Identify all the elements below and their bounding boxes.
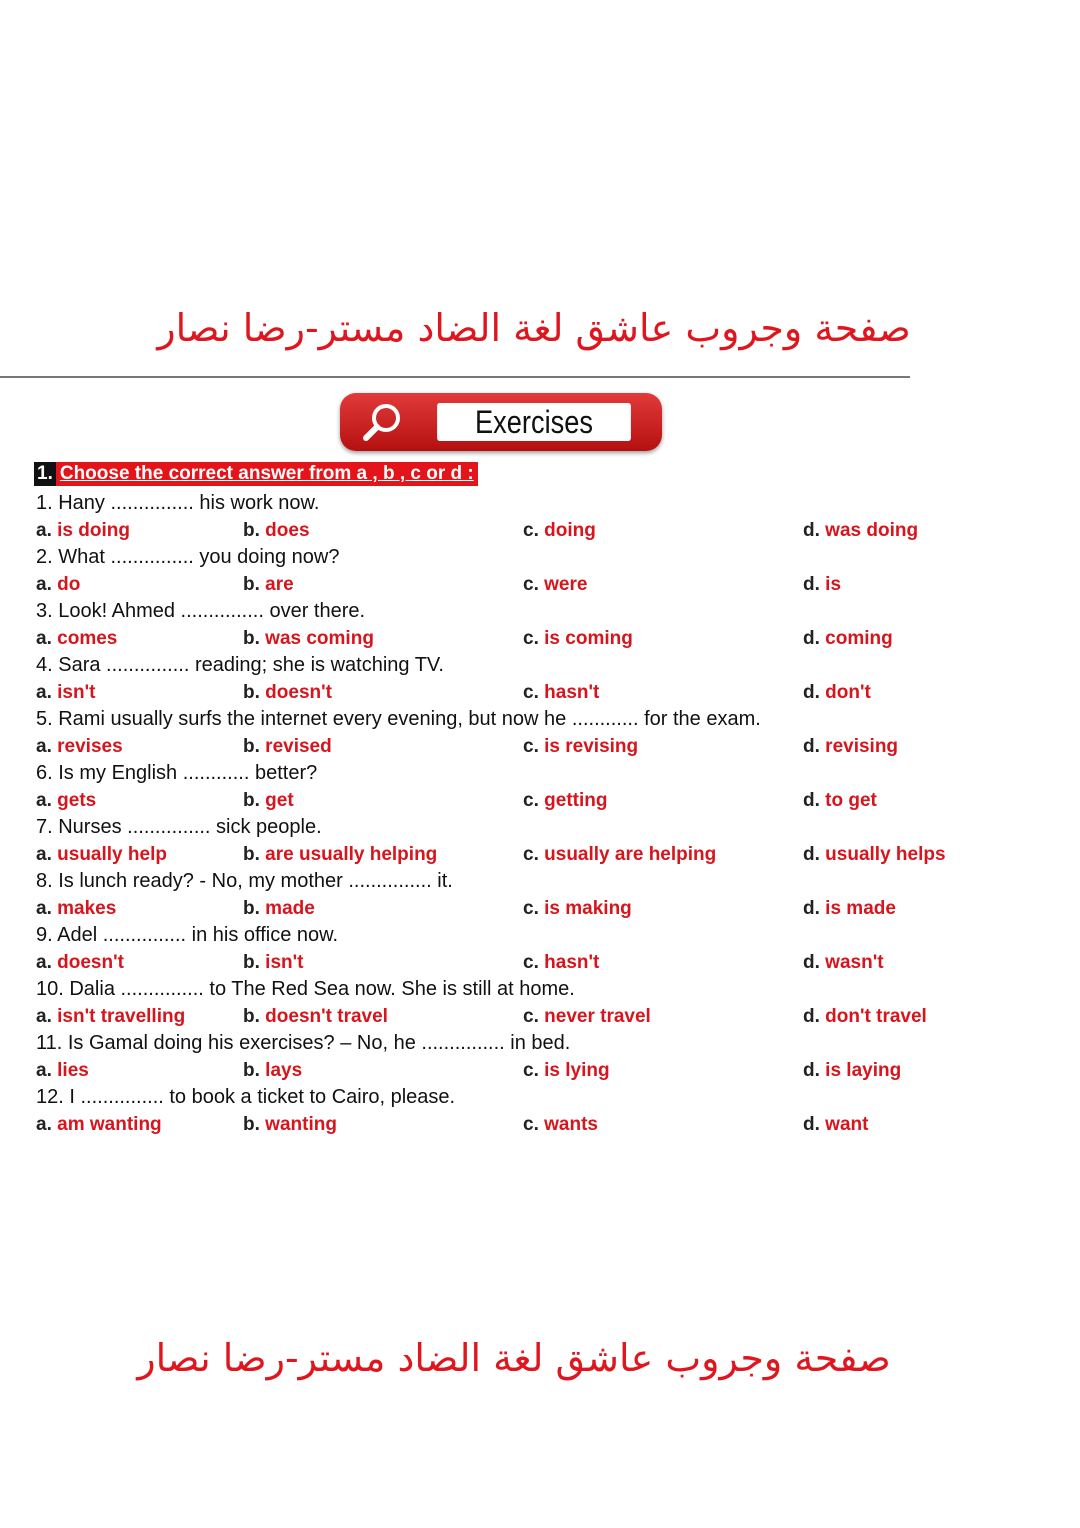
option-letter: c. [523,898,539,919]
answer-option[interactable] [803,787,877,814]
option-text: lies [57,1060,89,1081]
option-text: is making [544,898,632,919]
option-text: doing [544,520,596,541]
question-text: 8. Is lunch ready? - No, my mother ............... it. [36,870,453,892]
option-text: isn't travelling [57,1006,186,1027]
option-letter: b. [243,520,260,541]
answer-option[interactable] [803,1111,868,1138]
option-text: is made [825,898,896,919]
option-letter: c. [523,682,539,703]
option-letter: a. [36,628,52,649]
answer-option[interactable] [243,571,294,598]
answer-option[interactable] [803,1057,901,1084]
option-letter: d. [803,1006,820,1027]
option-text: don't travel [825,1006,927,1027]
options-row [36,679,1076,706]
options-row [36,1111,1076,1138]
answer-option[interactable] [36,625,117,652]
question-text: 2. What ............... you doing now? [36,546,340,568]
footer-arabic-caption: صفحة وجروب عاشق لغة الضاد مستر-رضا نصار [137,1336,891,1380]
option-text: usually are helping [544,844,717,865]
options-row [36,787,1076,814]
answer-option[interactable] [243,517,310,544]
option-letter: a. [36,790,52,811]
options-row [36,571,1076,598]
options-row [36,895,1076,922]
option-text: doesn't [57,952,124,973]
option-text: usually helps [825,844,946,865]
answer-option[interactable] [36,949,124,976]
question-text: 5. Rami usually surfs the internet every evening, but now he ............ for the exam. [36,708,761,730]
option-text: hasn't [544,952,600,973]
answer-option[interactable] [36,733,123,760]
answer-option[interactable] [523,841,716,868]
option-text: is doing [57,520,130,541]
answer-option[interactable] [243,1003,388,1030]
answer-option[interactable] [523,895,632,922]
option-text: is coming [544,628,633,649]
answer-option[interactable] [523,1003,651,1030]
exercises-title: Exercises [437,403,631,441]
option-text: is laying [825,1060,902,1081]
answer-option[interactable] [36,787,96,814]
option-text: does [265,520,310,541]
instruction-text: Choose the correct answer from a , b , c or d : [56,462,478,486]
option-text: comes [57,628,118,649]
question-text: 4. Sara ............... reading; she is watching TV. [36,654,444,676]
question-text: 9. Adel ............... in his office now. [36,924,339,946]
option-text: made [265,898,315,919]
option-text: never travel [544,1006,651,1027]
question-text: 10. Dalia ............... to The Red Sea now. She is still at home. [36,978,575,1000]
option-letter: a. [36,1114,52,1135]
option-letter: a. [36,844,52,865]
option-letter: a. [36,898,52,919]
option-text: was doing [825,520,919,541]
option-letter: c. [523,844,539,865]
option-text: do [57,574,81,595]
option-letter: d. [803,736,820,757]
options-row [36,949,1076,976]
option-letter: a. [36,1060,52,1081]
option-letter: d. [803,520,820,541]
option-text: wanting [265,1114,337,1135]
exercises-banner [340,393,662,451]
option-letter: a. [36,736,52,757]
option-letter: d. [803,952,820,973]
options-row [36,841,1076,868]
options-row [36,1057,1076,1084]
options-row [36,625,1076,652]
option-letter: b. [243,844,260,865]
option-letter: b. [243,1060,260,1081]
option-text: is [825,574,842,595]
option-letter: c. [523,790,539,811]
option-text: want [825,1114,869,1135]
option-text: hasn't [544,682,600,703]
answer-option[interactable] [803,1003,927,1030]
answer-option[interactable] [803,841,946,868]
option-letter: b. [243,1006,260,1027]
question-text: 3. Look! Ahmed ............... over there. [36,600,366,622]
option-text: gets [57,790,97,811]
question-text: 11. Is Gamal doing his exercises? – No, he ............... in bed. [36,1032,571,1054]
answer-option[interactable] [523,733,638,760]
option-letter: a. [36,520,52,541]
option-letter: c. [523,736,539,757]
option-text: are usually helping [265,844,438,865]
option-letter: a. [36,682,52,703]
option-text: was coming [265,628,374,649]
answer-option[interactable] [243,733,332,760]
option-text: revising [825,736,899,757]
option-text: were [544,574,588,595]
option-text: usually help [57,844,167,865]
option-letter: d. [803,1060,820,1081]
option-text: wants [544,1114,598,1135]
option-text: lays [265,1060,303,1081]
answer-option[interactable] [803,733,898,760]
option-text: am wanting [57,1114,162,1135]
option-letter: b. [243,736,260,757]
option-text: coming [825,628,893,649]
option-text: doesn't travel [265,1006,388,1027]
option-letter: a. [36,952,52,973]
answer-option[interactable] [36,1111,162,1138]
instruction-number: 1. [34,462,56,486]
option-text: getting [544,790,608,811]
options-row [36,733,1076,760]
option-text: revises [57,736,123,757]
option-letter: d. [803,574,820,595]
answer-option[interactable] [523,517,596,544]
option-letter: d. [803,1114,820,1135]
answer-option[interactable] [523,949,599,976]
option-letter: b. [243,574,260,595]
option-letter: d. [803,898,820,919]
answer-option[interactable] [803,517,918,544]
option-text: wasn't [825,952,884,973]
options-row [36,517,1076,544]
answer-option[interactable] [523,679,599,706]
magnifier-icon [358,401,408,443]
answer-option[interactable] [523,787,607,814]
option-letter: b. [243,628,260,649]
answer-option[interactable] [243,787,294,814]
answer-option[interactable] [523,1057,610,1084]
answer-option[interactable] [803,625,893,652]
option-letter: c. [523,1060,539,1081]
options-row [36,1003,1076,1030]
answer-option[interactable] [36,841,167,868]
answer-option[interactable] [36,895,116,922]
option-letter: d. [803,844,820,865]
option-text: get [265,790,294,811]
question-text: 6. Is my English ............ better? [36,762,318,784]
option-text: doesn't [265,682,332,703]
answer-option[interactable] [36,1057,89,1084]
answer-option[interactable] [36,517,130,544]
answer-option[interactable] [523,625,633,652]
option-letter: c. [523,628,539,649]
option-letter: d. [803,790,820,811]
option-letter: a. [36,1006,52,1027]
option-letter: d. [803,628,820,649]
answer-option[interactable] [243,1057,302,1084]
option-text: are [265,574,294,595]
option-text: isn't [265,952,304,973]
answer-option[interactable] [36,679,95,706]
option-text: revised [265,736,332,757]
answer-option[interactable] [243,625,374,652]
option-letter: a. [36,574,52,595]
question-text: 7. Nurses ............... sick people. [36,816,322,838]
option-letter: c. [523,574,539,595]
answer-option[interactable] [803,895,896,922]
option-text: is lying [544,1060,610,1081]
answer-option[interactable] [243,949,303,976]
instruction-heading [34,462,478,486]
option-letter: b. [243,682,260,703]
answer-option[interactable] [523,571,587,598]
answer-option[interactable] [523,1111,598,1138]
option-letter: b. [243,790,260,811]
header-arabic-caption: صفحة وجروب عاشق لغة الضاد مستر-رضا نصار [157,306,911,350]
question-text: 12. I ............... to book a ticket to Cairo, please. [36,1086,456,1108]
answer-option[interactable] [803,571,841,598]
answer-option[interactable] [36,571,80,598]
answer-option[interactable] [243,1111,337,1138]
option-letter: c. [523,952,539,973]
option-letter: c. [523,1006,539,1027]
option-letter: c. [523,1114,539,1135]
option-letter: b. [243,1114,260,1135]
option-text: don't [825,682,871,703]
option-letter: b. [243,952,260,973]
answer-option[interactable] [243,841,437,868]
answer-option[interactable] [803,949,884,976]
answer-option[interactable] [803,679,871,706]
option-text: makes [57,898,117,919]
option-text: isn't [57,682,96,703]
divider-line [0,376,910,378]
option-letter: d. [803,682,820,703]
option-letter: b. [243,898,260,919]
answer-option[interactable] [243,679,332,706]
option-text: is revising [544,736,639,757]
question-text: 1. Hany ............... his work now. [36,492,320,514]
answer-option[interactable] [243,895,315,922]
option-letter: c. [523,520,539,541]
option-text: to get [825,790,877,811]
question-list [36,490,1076,1138]
answer-option[interactable] [36,1003,185,1030]
